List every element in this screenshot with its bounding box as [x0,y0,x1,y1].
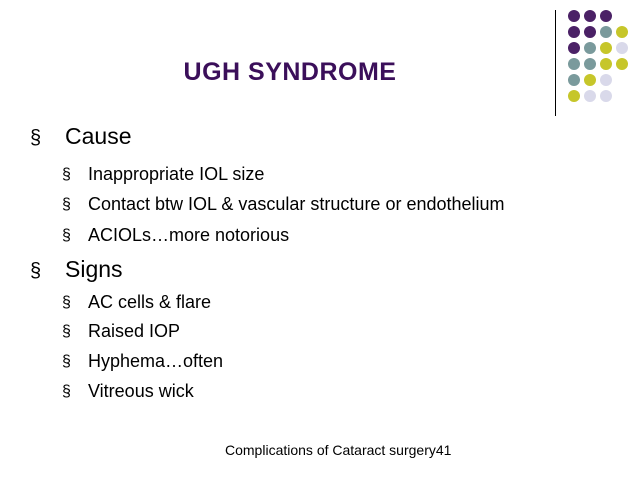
dot [584,26,596,38]
sub-bullet-text: Raised IOP [88,321,181,341]
dot [600,42,612,54]
dot [568,90,580,102]
dot [584,90,596,102]
dot [600,74,612,86]
dot [616,58,628,70]
dot [600,10,612,22]
sub-bullet-text: ACIOLs…more notorious [88,225,290,245]
slide-footer: Complications of Cataract surgery41 [225,442,452,458]
dot [568,26,580,38]
square-bullet-icon: § [62,227,71,244]
dot [600,58,612,70]
dot [584,58,596,70]
sub-bullet-text: Contact btw IOL & vascular structure or endothelium [88,194,505,214]
dot [568,42,580,54]
sub-bullet-text: Vitreous wick [88,381,194,401]
dot [616,26,628,38]
bullet-heading: Signs [65,256,123,282]
bullet-heading: Cause [65,123,132,149]
dot [584,74,596,86]
square-bullet-icon: § [30,127,42,149]
square-bullet-icon: § [62,353,71,370]
square-bullet-icon: § [62,196,71,213]
dot [600,90,612,102]
sub-bullet-text: AC cells & flare [88,292,212,312]
dot [616,42,628,54]
square-bullet-icon: § [62,383,71,400]
square-bullet-icon: § [62,166,71,183]
dot [584,10,596,22]
square-bullet-icon: § [30,260,42,282]
sub-bullet-text: Hyphema…often [88,351,224,371]
sub-bullet-text: Inappropriate IOL size [88,164,265,184]
dot [584,42,596,54]
dot [568,10,580,22]
square-bullet-icon: § [62,323,71,340]
dot [600,26,612,38]
square-bullet-icon: § [62,294,71,311]
slide-title: UGH SYNDROME [183,58,397,86]
